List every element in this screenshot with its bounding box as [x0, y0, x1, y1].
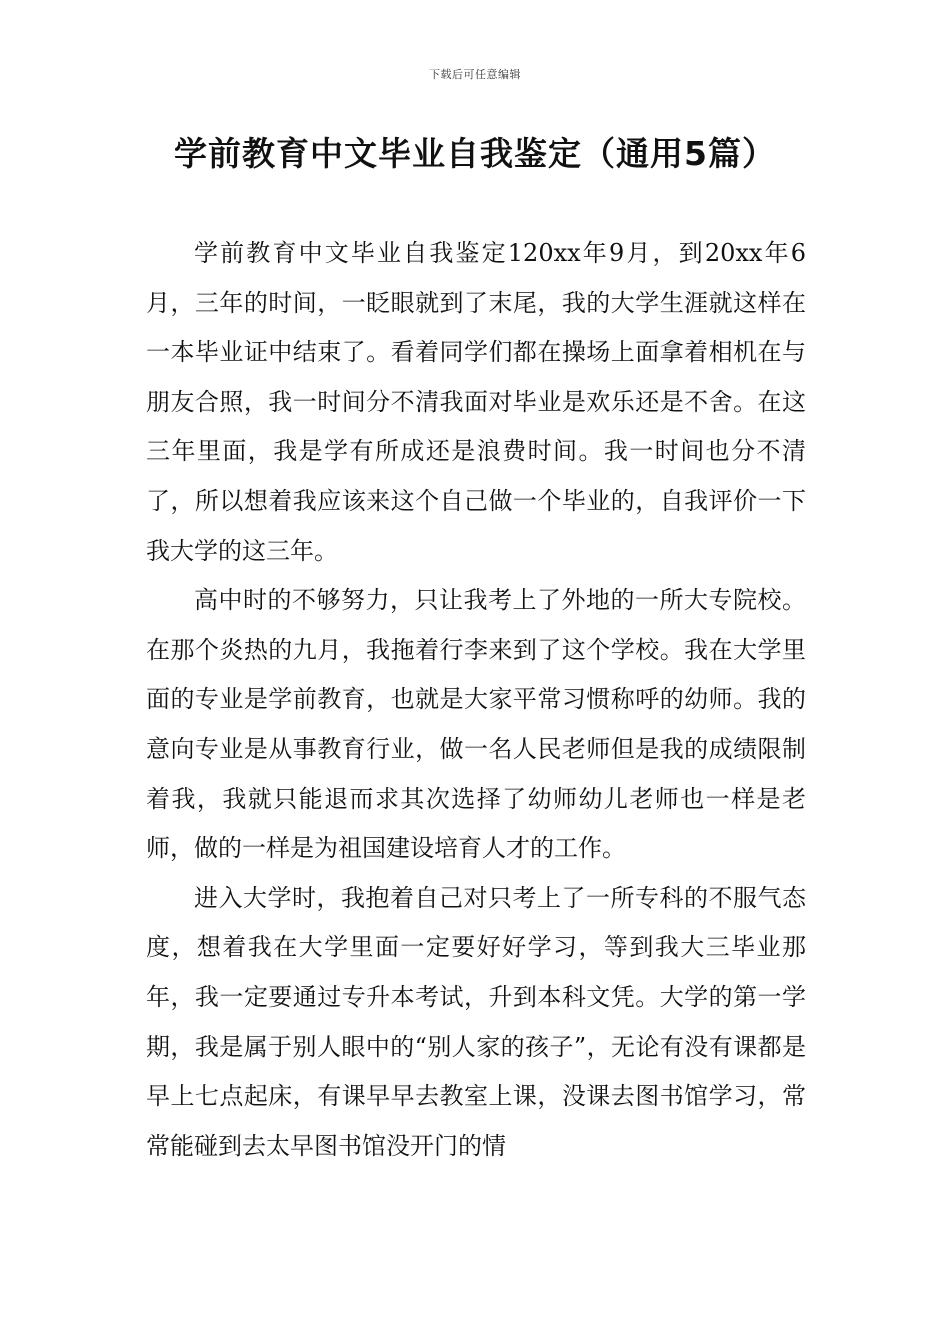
paragraph-1: 学前教育中文毕业自我鉴定120xx年9月，到20xx年6月，三年的时间，一眨眼就到了末尾，我的大学生涯就这样在一本毕业证中结束了。看着同学们都在操场上面拿着相机在与朋友合照，我一时间分不清我面对毕业是欢乐还是不舍。在这三年里面，我是学有所成还是浪费时间。我一时间也分不清了，所以想着我应该来这个自己做一个毕业的，自我评价一下我大学的这三年。 — [146, 239, 806, 565]
header-note: 下载后可任意编辑 — [429, 68, 521, 81]
document-title: 学前教育中文毕业自我鉴定（通用5篇） — [174, 134, 776, 173]
paragraph-2: 高中时的不够努力，只让我考上了外地的一所大专院校。在那个炎热的九月，我拖着行李来到了这个学校。我在大学里面的专业是学前教育，也就是大家平常习惯称呼的幼师。我的意向专业是从事教育行业，做一名人民老师但是我的成绩限制着我，我就只能退而求其次选择了幼师幼儿老师也一样是老师，做的一样是为祖国建设培育人才的工作。 — [146, 586, 806, 863]
paragraph-3: 进入大学时，我抱着自己对只考上了一所专科的不服气态度，想着我在大学里面一定要好好学习，等到我大三毕业那年，我一定要通过专升本考试，升到本科文凭。大学的第一学期，我是属于别人眼中的“别人家的孩子”，无论有没有课都是早上七点起床，有课早早去教室上课，没课去图书馆学习，常常能碰到去太早图书馆没开门的情 — [146, 883, 806, 1160]
document-body — [146, 229, 806, 1171]
